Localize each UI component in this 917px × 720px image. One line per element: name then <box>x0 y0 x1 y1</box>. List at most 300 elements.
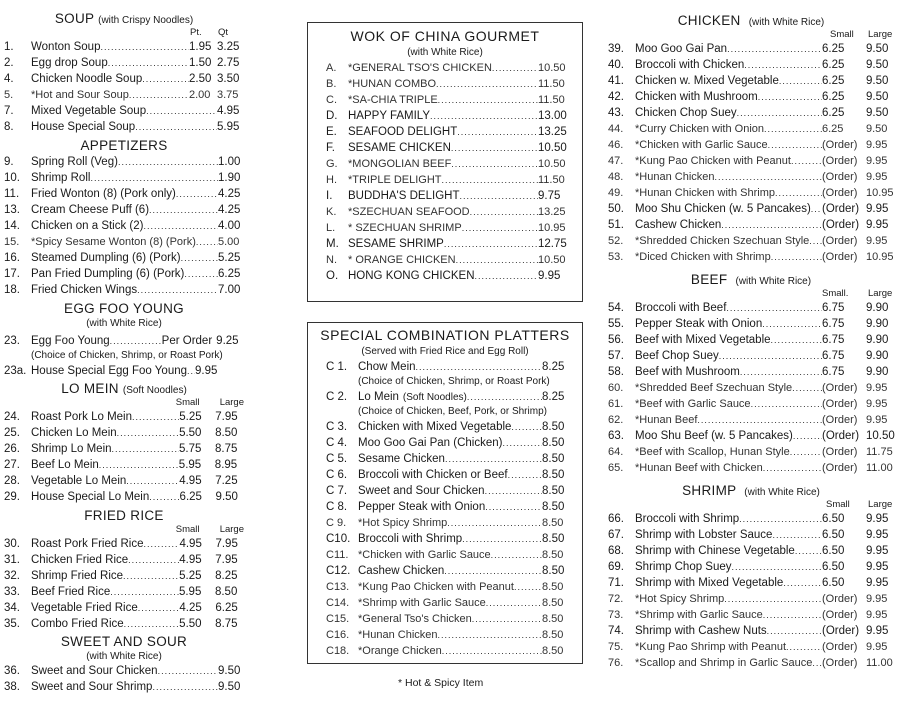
menu-item-price: 3.75 <box>217 89 239 101</box>
menu-item-name: Chicken with Mushroom <box>635 91 758 103</box>
menu-item-name: *TRIPLE DELIGHT <box>348 174 442 186</box>
menu-item <box>326 483 570 499</box>
menu-item-number: 18. <box>4 284 20 296</box>
menu-item-price: 6.50 <box>822 577 845 589</box>
menu-item <box>608 511 894 527</box>
menu-item <box>608 591 894 607</box>
menu-item-name: *Hot Spicy Shrimp <box>358 517 448 529</box>
menu-item-price: 9.75 <box>538 190 561 202</box>
leader-dots <box>793 428 822 444</box>
menu-item <box>4 266 244 282</box>
leader-dots <box>124 616 180 632</box>
menu-item <box>608 153 894 169</box>
menu-item-name: *SZECHUAN SEAFOOD <box>348 206 470 218</box>
menu-item-name: Combo Fried Rice <box>31 618 124 630</box>
menu-item-name: Sweet and Sour Chicken <box>31 665 158 677</box>
menu-item-price: 8.50 <box>542 565 565 577</box>
menu-item-price: 9.50 <box>215 491 238 503</box>
menu-item-price: 8.50 <box>542 613 564 625</box>
menu-item-name: Chicken Chop Suey <box>635 107 737 119</box>
menu-item <box>608 233 894 249</box>
menu-item <box>4 584 244 600</box>
menu-item-name: Beef Fried Rice <box>31 586 111 598</box>
menu-item-price: 8.50 <box>542 421 565 433</box>
menu-item <box>326 451 570 467</box>
menu-item-number: C12. <box>326 565 351 577</box>
menu-item-price: 3.25 <box>217 41 240 53</box>
menu-item-price: 5.00 <box>218 236 240 248</box>
menu-item <box>4 87 244 103</box>
menu-item-number: 24. <box>4 411 20 423</box>
menu-item-number: 60. <box>608 382 624 394</box>
menu-item <box>608 185 894 201</box>
menu-item <box>326 92 572 108</box>
menu-item <box>326 643 570 659</box>
lo-mein-header: LO MEIN (Soft Noodles) <box>61 381 187 396</box>
menu-item <box>326 467 570 483</box>
menu-item <box>4 234 244 250</box>
menu-item-name: Beef with Mixed Vegetable <box>635 334 771 346</box>
menu-item-name: Shrimp with Mixed Vegetable <box>635 577 784 589</box>
menu-item-name: Pan Fried Dumpling (6) (Pork) <box>31 268 185 280</box>
leader-dots <box>792 380 822 396</box>
menu-item-price: (Order) <box>822 625 860 637</box>
menu-item-name: *HUNAN COMBO <box>348 78 437 90</box>
menu-item-price: 8.75 <box>214 443 238 455</box>
menu-item-number: D. <box>326 110 338 122</box>
menu-item-price: 6.25 <box>822 59 845 71</box>
menu-item-price: 6.25 <box>822 107 845 119</box>
menu-item-number: C 8. <box>326 501 348 513</box>
leader-dots <box>737 105 822 121</box>
menu-item-number: 42. <box>608 91 624 103</box>
menu-item-price: 6.25 <box>822 91 845 103</box>
menu-item-price: 9.95 <box>866 609 888 621</box>
combo-subtitle: (Served with Fried Rice and Egg Roll) <box>361 346 529 357</box>
leader-dots <box>462 531 542 547</box>
shrimp-list <box>608 511 894 671</box>
menu-item-number: 38. <box>4 681 20 693</box>
menu-item-price: (Order) <box>822 251 858 263</box>
menu-item-price: 6.75 <box>822 302 845 314</box>
leader-dots <box>462 220 538 236</box>
leader-dots <box>447 515 542 531</box>
sweet-sour-subtitle: (with White Rice) <box>86 651 162 662</box>
chicken-col-headers: Small Large <box>830 29 893 40</box>
menu-item-price: 13.00 <box>538 110 567 122</box>
menu-item-price: 7.00 <box>218 284 241 296</box>
menu-item-number: N. <box>326 254 337 266</box>
menu-item-price: 9.95 <box>866 561 889 573</box>
menu-item-number: 36. <box>4 665 20 677</box>
egg-foo-young-note: (Choice of Chicken, Shrimp, or Roast Pork) <box>31 350 223 361</box>
menu-item-name: Pepper Steak with Onion <box>635 318 763 330</box>
leader-dots <box>783 575 822 591</box>
menu-item-price: 9.95 <box>866 235 888 247</box>
menu-item-price: 9.50 <box>218 681 241 693</box>
leader-dots <box>514 579 542 595</box>
menu-item-name: Cream Cheese Puff (6) <box>31 204 150 216</box>
menu-item-price: 8.50 <box>542 437 565 449</box>
menu-item-number: 17. <box>4 268 20 280</box>
leader-dots <box>751 396 822 412</box>
menu-item-name: Steamed Dumpling (6) (Pork) <box>31 252 181 264</box>
wok-box <box>307 22 583 302</box>
menu-item-name: Moo Goo Gai Pan (Chicken) <box>358 437 503 449</box>
wok-subtitle: (with White Rice) <box>407 47 483 58</box>
leader-dots <box>739 511 822 527</box>
menu-item-price: 2.00 <box>189 89 211 101</box>
menu-item-price: 11.50 <box>538 174 565 186</box>
menu-item-number: C 3. <box>326 421 348 433</box>
shrimp-col-headers: Small Large <box>826 499 893 510</box>
combo-c2-note: (Choice of Chicken, Beef, Pork, or Shrimp) <box>358 406 547 417</box>
menu-item <box>608 559 894 575</box>
menu-item-number: 39. <box>608 43 624 55</box>
menu-item-price: 9.50 <box>218 665 241 677</box>
lo-mein-col-headers: Small Large <box>175 397 244 408</box>
menu-item-name: Wonton Soup <box>31 41 101 53</box>
menu-item-price: 9.95 <box>866 529 889 541</box>
menu-item <box>4 55 244 71</box>
menu-item-number: C14. <box>326 597 350 609</box>
menu-item-number: 52. <box>608 235 624 247</box>
menu-item <box>4 103 244 119</box>
menu-item-name: BUDDHA'S DELIGHT <box>348 190 460 202</box>
menu-item-price: 9.95 <box>866 398 888 410</box>
menu-item-number: 72. <box>608 593 624 605</box>
menu-item-price: (Order) <box>822 235 858 247</box>
menu-item <box>4 679 244 695</box>
menu-item <box>4 425 244 441</box>
menu-item-name: Egg drop Soup <box>31 57 108 69</box>
menu-item <box>608 89 894 105</box>
menu-item-price: 5.50 <box>179 618 202 630</box>
menu-item-price: 1.50 <box>189 57 212 69</box>
menu-item-price: 9.95 <box>866 625 889 637</box>
menu-item-price: 9.90 <box>866 318 889 330</box>
menu-item-price: 8.50 <box>542 501 565 513</box>
menu-item-price: 9.95 <box>866 171 888 183</box>
menu-item-price: (Order) <box>822 430 860 442</box>
menu-item <box>4 218 244 234</box>
menu-item-price: (Order) <box>822 219 860 231</box>
hot-spicy-footnote: * Hot & Spicy Item <box>398 677 484 689</box>
menu-item-number: 15. <box>4 236 20 248</box>
menu-item-price: 5.95 <box>178 459 202 471</box>
menu-item <box>608 380 894 396</box>
menu-item <box>608 316 894 332</box>
menu-item-name: HONG KONG CHICKEN <box>348 270 475 282</box>
menu-item-name: *Shredded Beef Szechuan Style <box>635 382 793 394</box>
menu-item-name: *Kung Pao Shrimp with Peanut <box>635 641 787 653</box>
menu-item <box>326 204 572 220</box>
leader-dots <box>110 584 179 600</box>
menu-item <box>4 250 244 266</box>
menu-item-price: (Order) <box>822 462 858 474</box>
beef-list <box>608 300 894 476</box>
menu-item <box>608 300 894 316</box>
menu-item <box>4 170 244 186</box>
menu-item-number: C. <box>326 94 337 106</box>
menu-item-price: (Order) <box>822 641 858 653</box>
menu-item-price: (Order) <box>822 382 858 394</box>
menu-item-price: 11.50 <box>538 94 565 106</box>
menu-item-name: Shrimp Roll <box>31 172 91 184</box>
menu-item-number: 68. <box>608 545 624 557</box>
menu-item <box>4 600 244 616</box>
wok-title: WOK OF CHINA GOURMET <box>350 28 540 44</box>
menu-item-number: 32. <box>4 570 20 582</box>
menu-item-price: 8.50 <box>542 629 564 641</box>
sweet-sour-list <box>4 663 244 695</box>
menu-item-price: 7.95 <box>215 411 238 423</box>
menu-item-price: 6.25 <box>822 123 844 135</box>
menu-item-number: C 6. <box>326 469 348 481</box>
leader-dots <box>90 170 218 186</box>
menu-item-price: 4.25 <box>218 188 241 200</box>
menu-item-name: Fried Wonton (8) (Pork only) <box>31 188 176 200</box>
fried-rice-header: FRIED RICE <box>84 508 164 523</box>
menu-item <box>326 419 570 435</box>
leader-dots <box>149 489 179 505</box>
menu-item-name: Vegetable Lo Mein <box>31 475 127 487</box>
menu-item-number: 62. <box>608 414 624 426</box>
menu-item-number: 58. <box>608 366 624 378</box>
menu-item-number: G. <box>326 158 338 170</box>
leader-dots <box>126 473 179 489</box>
leader-dots <box>128 552 179 568</box>
menu-item-number: L. <box>326 222 336 234</box>
menu-item-price: 4.00 <box>218 220 241 232</box>
menu-item <box>608 348 894 364</box>
menu-item-price: 8.50 <box>542 469 565 481</box>
menu-item-number: C 4. <box>326 437 348 449</box>
menu-item-price: 9.95 <box>866 219 889 231</box>
leader-dots <box>123 568 179 584</box>
combo-item-c1: C 1. Chow Mein ..... 8.25 <box>326 359 570 375</box>
menu-item-price: 10.50 <box>866 430 895 442</box>
menu-item-price: 9.50 <box>866 91 889 103</box>
leader-dots <box>129 87 189 103</box>
menu-item-number: 27. <box>4 459 20 471</box>
menu-item-price: (Order) <box>822 414 858 426</box>
appetizers-list <box>4 154 244 298</box>
menu-item-name: *Chicken with Garlic Sauce <box>635 139 768 151</box>
menu-item-name: House Special Soup <box>31 121 136 133</box>
menu-item-price: 8.50 <box>214 586 238 598</box>
soup-list <box>4 39 244 135</box>
menu-item-price: 8.50 <box>542 453 565 465</box>
egg-foo-young-subtitle: (with White Rice) <box>86 318 162 329</box>
menu-item-price: 9.95 <box>866 513 889 525</box>
leader-dots <box>763 607 822 623</box>
menu-item-name: Chicken with Mixed Vegetable <box>358 421 512 433</box>
beef-col-headers: Small. Large <box>822 288 893 299</box>
leader-dots <box>444 236 538 252</box>
menu-item-number: M. <box>326 238 339 250</box>
menu-item-price: 7.95 <box>215 554 238 566</box>
leader-dots <box>430 108 538 124</box>
leader-dots <box>108 55 189 71</box>
leader-dots <box>790 444 822 460</box>
leader-dots <box>740 364 822 380</box>
leader-dots <box>727 41 822 57</box>
menu-item <box>4 154 244 170</box>
menu-item-name: *Spicy Sesame Wonton (8) (Pork) <box>31 236 196 248</box>
menu-item-name: Chicken w. Mixed Vegetable <box>635 75 779 87</box>
menu-item-price: 4.25 <box>218 204 241 216</box>
leader-dots <box>144 218 219 234</box>
menu-item-23: 23. Egg Foo Young ..... Per Order 9.25 <box>4 333 244 349</box>
menu-item-price: (Order) <box>822 593 858 605</box>
menu-item <box>4 552 244 568</box>
leader-dots <box>456 252 538 268</box>
menu-item-price: 10.50 <box>538 254 566 266</box>
menu-item-price: 6.50 <box>822 545 845 557</box>
menu-item <box>326 60 572 76</box>
leader-dots <box>442 172 538 188</box>
menu-item <box>608 396 894 412</box>
menu-item-number: 29. <box>4 491 20 503</box>
menu-item-number: 50. <box>608 203 624 215</box>
menu-item-price: 10.50 <box>538 142 567 154</box>
menu-item <box>4 409 244 425</box>
menu-item-number: 7. <box>4 105 14 117</box>
menu-item-price: 8.50 <box>215 427 238 439</box>
leader-dots <box>442 643 542 659</box>
menu-item-number: 54. <box>608 302 624 314</box>
menu-item <box>326 563 570 579</box>
menu-item-price: 8.25 <box>215 570 238 582</box>
menu-item-price: 2.75 <box>217 57 240 69</box>
menu-item-number: 53. <box>608 251 624 263</box>
leader-dots <box>459 188 538 204</box>
menu-item-price: 9.95 <box>538 270 561 282</box>
menu-item-number: 67. <box>608 529 624 541</box>
menu-item-number: C16. <box>326 629 350 641</box>
menu-item <box>608 73 894 89</box>
menu-item-price: 10.95 <box>538 222 566 234</box>
menu-item-price: 7.95 <box>215 538 238 550</box>
leader-dots <box>812 655 822 671</box>
menu-item <box>4 186 244 202</box>
leader-dots <box>786 639 822 655</box>
leader-dots <box>772 527 822 543</box>
menu-item-number: 43. <box>608 107 624 119</box>
menu-item-price: 6.25 <box>218 268 241 280</box>
menu-item-price: 5.25 <box>179 570 202 582</box>
menu-item-number: C 9. <box>326 517 347 529</box>
menu-item-name: *Hunan Beef with Chicken <box>635 462 763 474</box>
leader-dots <box>771 249 822 265</box>
menu-item-price: 3.50 <box>217 73 240 85</box>
menu-item-number: 63. <box>608 430 624 442</box>
leader-dots <box>809 233 822 249</box>
menu-item-price: (Order) <box>822 657 858 669</box>
leader-dots <box>196 234 218 250</box>
menu-item-price: 5.50 <box>179 427 202 439</box>
combo-title: SPECIAL COMBINATION PLATTERS <box>320 327 570 343</box>
menu-item-price: 13.25 <box>538 126 567 138</box>
menu-item-price: 9.95 <box>866 203 889 215</box>
menu-item-name: *Shrimp with Garlic Sauce <box>635 609 763 621</box>
menu-item <box>608 105 894 121</box>
leader-dots <box>472 611 542 627</box>
menu-item-number: 4. <box>4 73 14 85</box>
menu-item-name: *GENERAL TSO'S CHICKEN <box>348 62 492 74</box>
menu-item <box>608 169 894 185</box>
leader-dots <box>475 268 538 284</box>
menu-item-number: 71. <box>608 577 624 589</box>
menu-item-price: 9.50 <box>866 107 889 119</box>
menu-item <box>608 137 894 153</box>
menu-item-number: B. <box>326 78 337 90</box>
menu-item-number: 41. <box>608 75 624 87</box>
leader-dots <box>758 89 822 105</box>
menu-item-name: *MONGOLIAN BEEF <box>348 158 452 170</box>
menu-item <box>326 188 572 204</box>
menu-item-price: 8.95 <box>214 459 238 471</box>
sweet-sour-header: SWEET AND SOUR <box>60 634 188 649</box>
menu-item-price: 9.95 <box>866 382 888 394</box>
leader-dots <box>732 559 822 575</box>
menu-item <box>608 217 894 233</box>
menu-item-name: Sweet and Sour Shrimp <box>31 681 153 693</box>
menu-item-price: 11.00 <box>866 462 893 474</box>
leader-dots <box>444 563 542 579</box>
menu-item-name: Broccoli with Chicken <box>635 59 745 71</box>
combo-list-wrap <box>308 359 582 659</box>
menu-item <box>608 527 894 543</box>
menu-item-price: 9.95 <box>866 139 888 151</box>
menu-item-number: C11. <box>326 549 349 561</box>
menu-item <box>4 616 244 632</box>
menu-item-price: 9.90 <box>866 366 889 378</box>
menu-item-number: 64. <box>608 446 624 458</box>
menu-item-price: 6.75 <box>822 334 845 346</box>
menu-item-name: Vegetable Fried Rice <box>31 602 138 614</box>
leader-dots <box>485 483 542 499</box>
menu-item <box>608 332 894 348</box>
menu-item-name: Shrimp with Chinese Vegetable <box>635 545 795 557</box>
menu-item-price: 4.25 <box>179 602 202 614</box>
menu-item-price: (Order) <box>822 139 858 151</box>
menu-item-price: 9.90 <box>866 350 889 362</box>
leader-dots <box>181 250 218 266</box>
menu-item-name: *Kung Pao Chicken with Peanut <box>635 155 791 167</box>
menu-item <box>608 655 894 671</box>
leader-dots <box>184 266 218 282</box>
menu-item-name: Chicken Noodle Soup <box>31 73 143 85</box>
menu-item <box>326 140 572 156</box>
menu-item <box>608 543 894 559</box>
leader-dots <box>779 73 822 89</box>
menu-item-name: Sesame Chicken <box>358 453 445 465</box>
menu-item-price: 9.90 <box>866 302 889 314</box>
menu-item-name: *Beef with Scallop, Hunan Style <box>635 446 790 458</box>
fried-rice-list <box>4 536 244 632</box>
menu-item <box>608 364 894 380</box>
menu-item-price: 8.50 <box>542 581 564 593</box>
menu-item-price: 6.75 <box>822 318 845 330</box>
leader-dots <box>811 201 822 217</box>
menu-item <box>4 568 244 584</box>
menu-item-name: *Chicken with Garlic Sauce <box>358 549 491 561</box>
leader-dots <box>112 441 179 457</box>
menu-item-price: 4.95 <box>179 554 202 566</box>
menu-item-price: 13.25 <box>538 206 566 218</box>
